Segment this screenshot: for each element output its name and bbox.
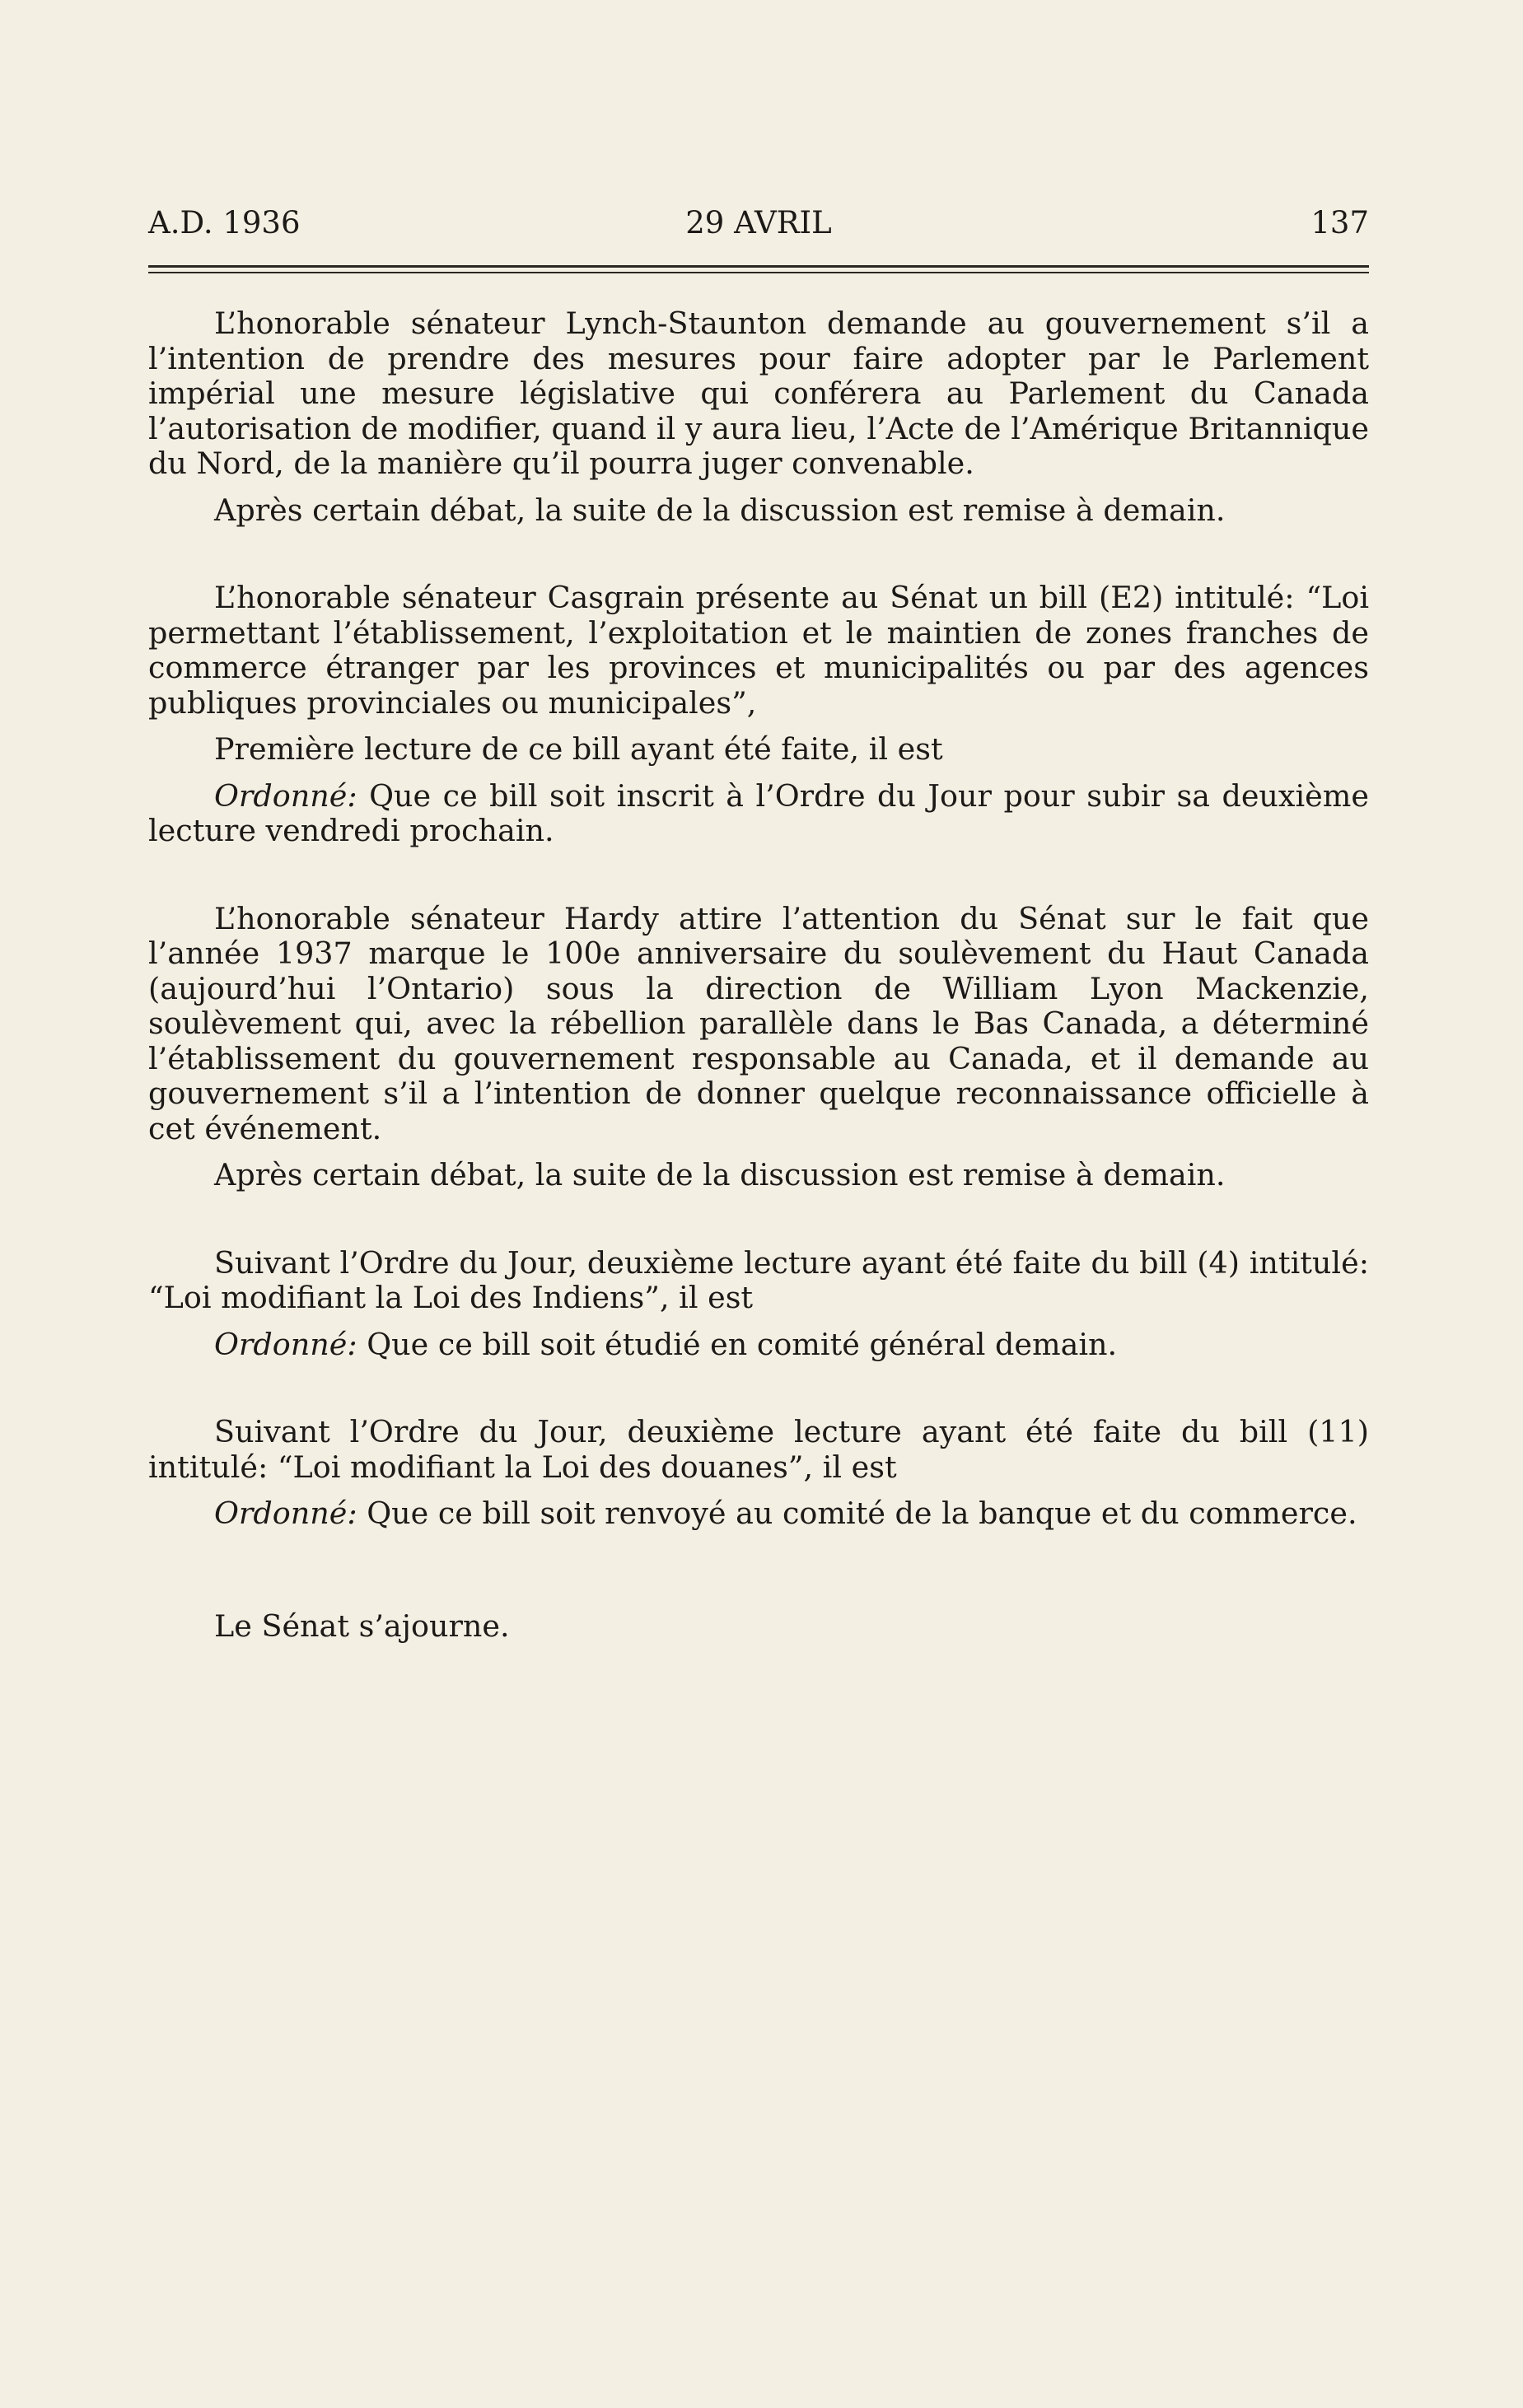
entry-adjournment: Le Sénat s’ajourne.	[214, 1608, 510, 1644]
entry-hardy-outcome: Après certain débat, la suite de la discussion est remise à demain.	[214, 1157, 1226, 1192]
header-rule-bottom	[148, 272, 1369, 273]
header-year: A.D. 1936	[148, 205, 301, 240]
page-number: 137	[1310, 205, 1369, 240]
entry-bill-11-reading: Suivant l’Ordre du Jour, deuxième lecture ayant été faite du bill (11) intitulé: “Loi modifiant la Loi des douanes”, il est	[148, 1414, 1369, 1485]
entry-casgrain-bill: L’honorable sénateur Casgrain présente au Sénat un bill (E2) intitulé: “Loi permettant l’établissement, l’exploitation et le maintien de zones franches de commerce étranger par les provinces et municipalités ou par des agences publiques provinciales ou municipales”,	[148, 580, 1369, 721]
entry-bill-4-reading: Suivant l’Ordre du Jour, deuxième lecture ayant été faite du bill (4) intitulé: “Loi modifiant la Loi des Indiens”, il est	[148, 1244, 1369, 1315]
header-date: 29 AVRIL	[685, 205, 832, 240]
journal-body	[148, 306, 1369, 1655]
order-text: Que ce bill soit étudié en comité général demain.	[357, 1326, 1118, 1362]
order-text: Que ce bill soit inscrit à l’Ordre du Jour pour subir sa deuxième lecture vendredi prochain.	[148, 777, 1369, 848]
entry-hardy-motion: L’honorable sénateur Hardy attire l’attention du Sénat sur le fait que l’année 1937 marque le 100e anniversaire du soulèvement du Haut Canada (aujourd’hui l’Ontario) sous la direction de William Lyon Mackenzie, soulèvement qui, avec la rébellion parallèle dans le Bas Canada, a déterminé l’établissement du gouvernement responsable au Canada, et il demande au gouvernement s’il a l’intention de donner quelque reconnaissance officielle à cet événement.	[148, 900, 1369, 1146]
entry-casgrain-first-reading: Première lecture de ce bill ayant été faite, il est	[214, 731, 943, 767]
entry-lynch-staunton-outcome: Après certain débat, la suite de la discussion est remise à demain.	[214, 492, 1226, 528]
entry-bill-4-order	[148, 1328, 1369, 1363]
order-label: Ordonné:	[214, 1326, 357, 1362]
page-header	[148, 203, 1369, 244]
order-label: Ordonné:	[214, 777, 357, 814]
order-text: Que ce bill soit renvoyé au comité de la banque et du commerce.	[357, 1496, 1357, 1531]
entry-lynch-staunton-motion: L’honorable sénateur Lynch-Staunton demande au gouvernement s’il a l’intention de prendre des mesures pour faire adopter par le Parlement impérial une mesure législative qui conférera au Parlement du Canada l’autorisation de modifier, quand il y aura lieu, l’Acte de l’Amérique Britannique du Nord, de la manière qu’il pourra juger convenable.	[148, 306, 1369, 481]
order-label: Ordonné:	[214, 1496, 357, 1531]
entry-casgrain-order	[148, 779, 1369, 849]
entry-bill-11-order	[148, 1496, 1369, 1532]
header-rule-top	[148, 265, 1369, 268]
